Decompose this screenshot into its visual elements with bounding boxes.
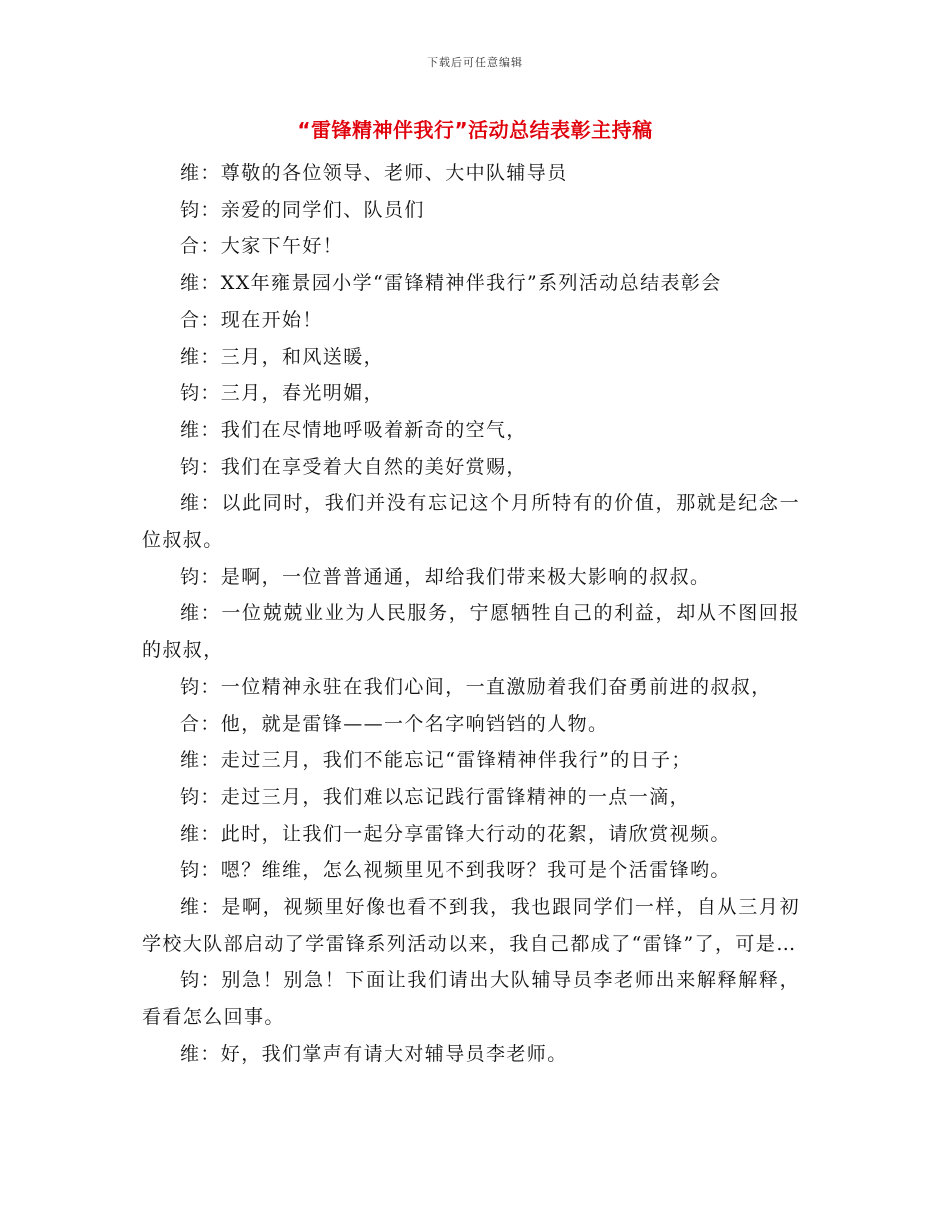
- paragraph: 钧：别急！别急！下面让我们请出大队辅导员李老师出来解释解释，看看怎么回事。: [142, 969, 800, 1029]
- paragraph: 钧：是啊，一位普普通通，却给我们带来极大影响的叔叔。: [180, 565, 711, 588]
- paragraph: 合：他，就是雷锋——一个名字响铛铛的人物。: [180, 712, 609, 735]
- paragraph: 维：以此同时，我们并没有忘记这个月所特有的价值，那就是纪念一位叔叔。: [142, 492, 800, 552]
- document-title: “雷锋精神伴我行”活动总结表彰主持稿: [297, 118, 653, 142]
- paragraph: 维：XX年雍景园小学“雷锋精神伴我行”系列活动总结表彰会: [180, 272, 722, 295]
- paragraph: 维：是啊，视频里好像也看不到我，我也跟同学们一样，自从三月初学校大队部启动了学雷锋系列活动以来，我自己都成了“雷锋”了，可是…: [142, 896, 800, 955]
- document-body: [142, 155, 800, 1073]
- paragraph: 维：尊敬的各位领导、老师、大中队辅导员: [180, 162, 568, 184]
- paragraph: 钧：我们在享受着大自然的美好赏赐，: [180, 455, 527, 478]
- paragraph: 合：现在开始！: [180, 308, 323, 331]
- page-header-note: 下载后可任意编辑: [427, 56, 523, 69]
- paragraph: 维：一位兢兢业业为人民服务，宁愿牺牲自己的利益，却从不图回报的叔叔，: [142, 602, 800, 662]
- paragraph: 钧：亲爱的同学们、队员们: [180, 198, 425, 221]
- paragraph: 维：走过三月，我们不能忘记“雷锋精神伴我行”的日子；: [180, 749, 692, 772]
- paragraph: 钧：嗯？维维，怎么视频里见不到我呀？我可是个活雷锋哟。: [180, 859, 731, 882]
- paragraph: 钧：三月，春光明媚，: [180, 382, 385, 405]
- paragraph: 维：我们在尽情地呼吸着新奇的空气，: [180, 418, 527, 441]
- paragraph: 维：三月，和风送暖，: [180, 345, 385, 368]
- paragraph: 钧：一位精神永驻在我们心间，一直激励着我们奋勇前进的叔叔，: [180, 675, 772, 698]
- paragraph: 维：此时，让我们一起分享雷锋大行动的花絮，请欣赏视频。: [180, 822, 731, 845]
- paragraph: 钧：走过三月，我们难以忘记践行雷锋精神的一点一滴，: [180, 785, 691, 808]
- paragraph: 合：大家下午好！: [180, 235, 344, 258]
- paragraph: 维：好，我们掌声有请大对辅导员李老师。: [180, 1042, 568, 1065]
